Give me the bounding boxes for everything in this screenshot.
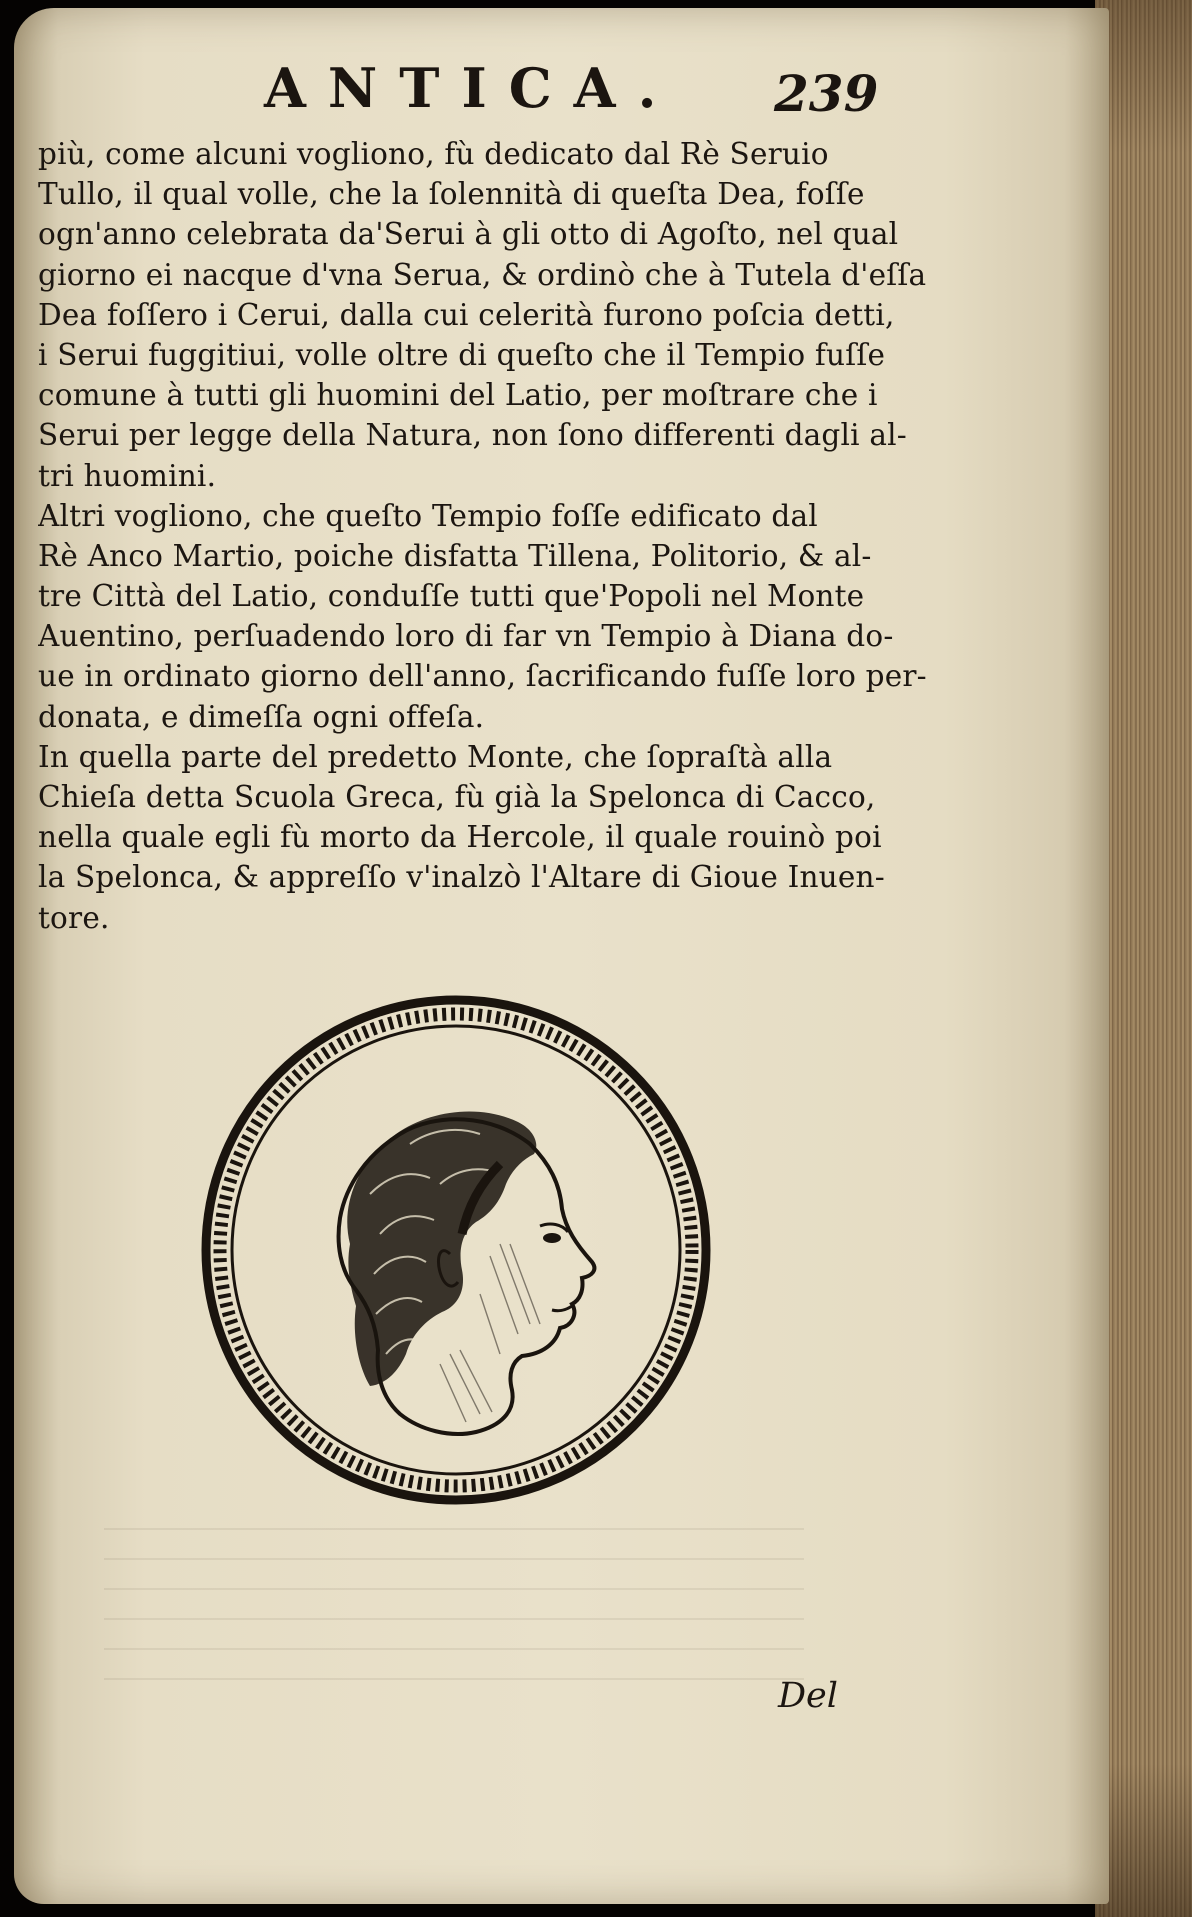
book-page	[14, 8, 1109, 1904]
text-line: donata, e dimeſſa ogni offeſa.	[38, 699, 485, 734]
text-line: tri huomini.	[38, 458, 217, 493]
text-line: tre Città del Latio, conduſſe tutti que'Popoli nel Monte	[38, 579, 865, 614]
paragraph-3	[38, 737, 950, 938]
text-line: tore.	[38, 900, 110, 935]
text-line: ue in ordinato giorno dell'anno, ſacrificando fuſſe loro per-	[38, 659, 927, 694]
page-number: 239	[774, 64, 879, 123]
text-line: In quella parte del predetto Monte, che ſopraſtà alla	[38, 739, 833, 774]
text-line: Tullo, il qual volle, che la ſolennità di queſta Dea, foſſe	[38, 177, 865, 212]
text-line: ogn'anno celebrata da'Serui à gli otto di Agoſto, nel qual	[38, 217, 899, 252]
text-line: comune à tutti gli huomini del Latio, per moſtrare che i	[38, 378, 878, 413]
page-fore-edge	[1095, 0, 1192, 1917]
text-line: Auentino, perſuadendo loro di far vn Tempio à Diana do-	[38, 619, 894, 654]
paragraph-2	[38, 496, 950, 737]
catchword: Del	[778, 1676, 838, 1716]
text-line: Chieſa detta Scuola Greca, fù già la Spelonca di Cacco,	[38, 780, 876, 814]
text-line: più, come alcuni vogliono, fù dedicato dal Rè Seruio	[38, 137, 829, 171]
text-line: la Spelonca, & appreſſo v'inalzò l'Altare di Gioue Inuen-	[38, 860, 885, 895]
text-line: Serui per legge della Natura, non ſono differenti dagli al-	[38, 418, 907, 453]
show-through-text	[104, 1528, 804, 1708]
text-line: Dea foſſero i Cerui, dalla cui celerità furono poſcia detti,	[38, 297, 895, 332]
coin-portrait-svg	[200, 994, 712, 1506]
text-line: giorno ei nacque d'vna Serua, & ordinò che à Tutela d'eſſa	[38, 257, 927, 292]
page-header	[14, 56, 1109, 126]
text-line: nella quale egli fù morto da Hercole, il quale rouinò poi	[38, 820, 882, 855]
running-head: ANTICA.	[264, 56, 679, 120]
text-line: Rè Anco Martio, poiche disfatta Tillena, Politorio, & al-	[38, 538, 872, 573]
paragraph-1	[38, 134, 950, 496]
body-text	[38, 134, 950, 938]
text-line: i Serui fuggitiui, volle oltre di queſto che il Tempio fuſſe	[38, 337, 886, 372]
text-line: Altri vogliono, che queſto Tempio foſſe edificato dal	[38, 498, 818, 533]
coin-portrait-illustration	[200, 994, 712, 1506]
